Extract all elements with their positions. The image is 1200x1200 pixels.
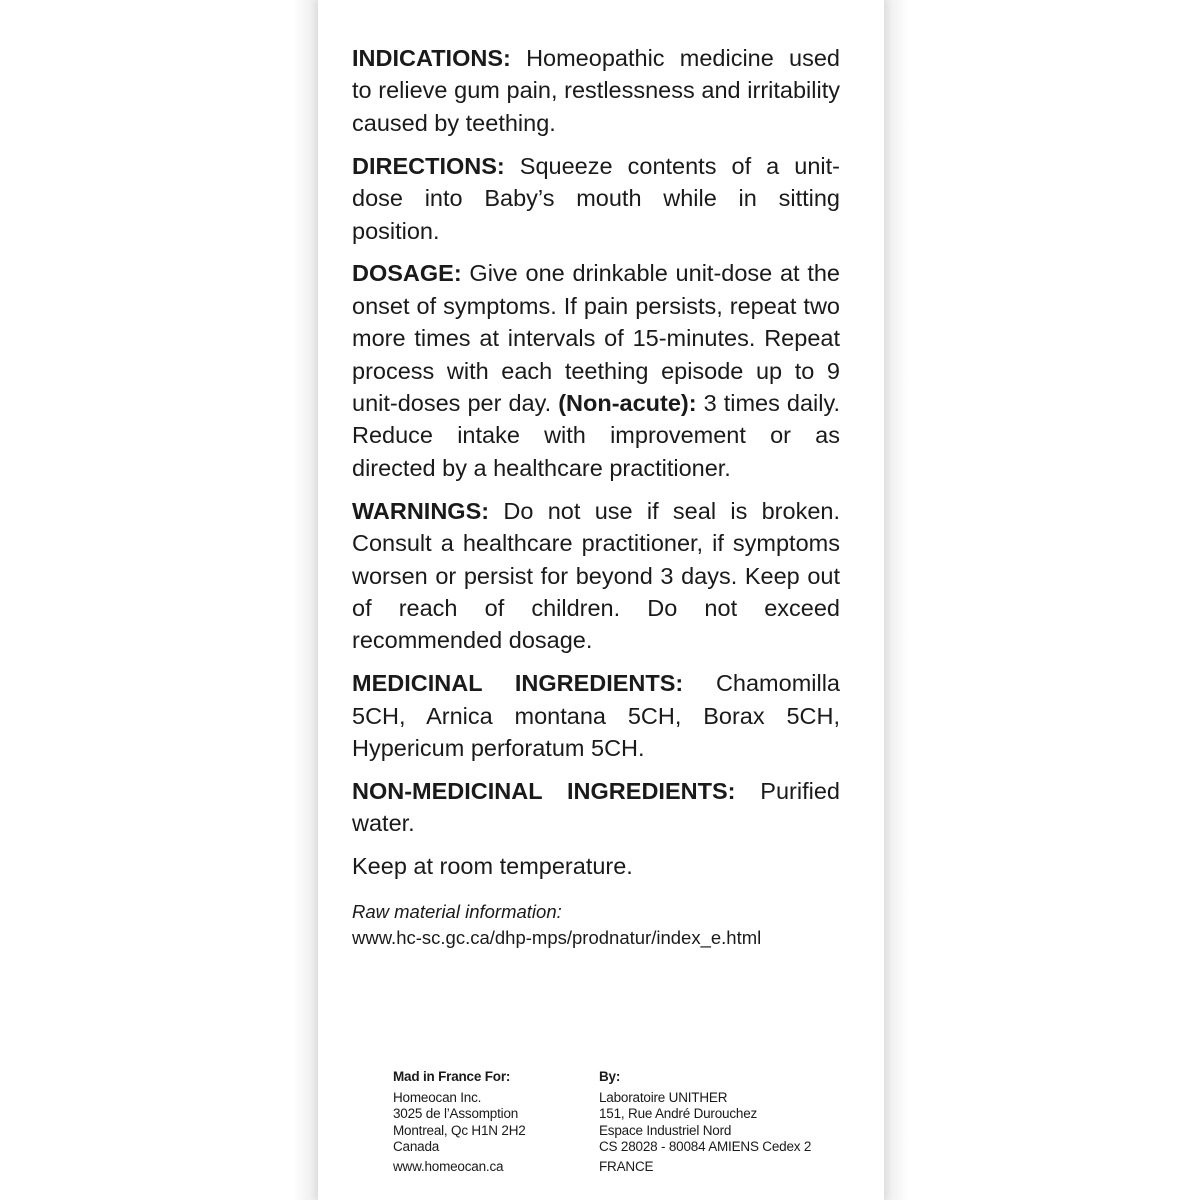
medicinal-ingredients-heading: MEDICINAL INGREDIENTS: <box>352 670 684 697</box>
address-line: 151, Rue André Durouchez <box>599 1106 758 1122</box>
label-panel <box>318 0 884 1200</box>
address-line: Canada <box>393 1139 440 1155</box>
address-line: Espace Industriel Nord <box>599 1122 732 1138</box>
dosage-text: Give one drinkable unit-dose at the onset of symptoms. If pain persists, repeat two more times at intervals of 15-minutes. Repeat process with each teething episode up to 9 unit-doses per day. <box>352 260 840 417</box>
address-line: CS 28028 - 80084 AMIENS Cedex 2 <box>599 1139 812 1155</box>
manufacturer-by-block <box>599 1069 859 1176</box>
label-content <box>352 42 840 951</box>
non-medicinal-ingredients-text: Purified water. <box>352 778 840 837</box>
dosage-non-acute-heading: (Non-acute): <box>558 390 697 417</box>
warnings-heading: WARNINGS: <box>352 497 490 524</box>
non-medicinal-ingredients-section <box>352 775 840 840</box>
directions-heading: DIRECTIONS: <box>352 152 505 179</box>
address-line: Homeocan Inc. <box>393 1089 482 1105</box>
indications-section <box>352 42 840 139</box>
manufacturer-for-block <box>393 1069 583 1176</box>
by-heading: By: <box>599 1069 621 1084</box>
left-background <box>0 0 318 1200</box>
address-line: Montreal, Qc H1N 2H2 <box>393 1122 526 1138</box>
indications-heading: INDICATIONS: <box>352 45 511 71</box>
indications-text: Homeopathic medicine used to relieve gum pain, restlessness and irritability caused by teething. <box>352 45 840 136</box>
website-line: www.homeocan.ca <box>393 1158 504 1174</box>
raw-material-label: Raw material information: <box>352 900 562 922</box>
right-background <box>884 0 1200 1200</box>
dosage-heading: DOSAGE: <box>352 260 462 287</box>
warnings-text: Do not use if seal is broken. Consult a healthcare practitioner, if symptoms worsen or persist for beyond 3 days. Keep out of reach of children. Do not exceed recommended dosage. <box>352 497 840 654</box>
storage-text: Keep at room temperature. <box>352 853 633 880</box>
raw-material-url: www.hc-sc.gc.ca/dhp-mps/prodnatur/index_e.html <box>352 926 762 948</box>
directions-text: Squeeze contents of a unit-dose into Baby’s mouth while in sitting position. <box>352 152 840 244</box>
raw-material-info <box>352 899 840 951</box>
warnings-section <box>352 495 840 657</box>
address-line: 3025 de l’Assomption <box>393 1106 519 1122</box>
address-line: Laboratoire UNITHER <box>599 1089 728 1105</box>
medicinal-ingredients-text: Chamomilla 5CH, Arnica montana 5CH, Borax 5CH, Hypericum perforatum 5CH. <box>352 670 841 762</box>
dosage-section <box>352 257 840 484</box>
directions-section <box>352 150 840 247</box>
dosage-non-acute-text: 3 times daily. Reduce intake with improvement or as directed by a healthcare practitioner. <box>352 390 841 481</box>
made-in-france-heading: Mad in France For: <box>393 1069 511 1084</box>
medicinal-ingredients-section <box>352 667 840 764</box>
non-medicinal-ingredients-heading: NON-MEDICINAL INGREDIENTS: <box>352 778 736 805</box>
country-line: FRANCE <box>599 1158 654 1174</box>
